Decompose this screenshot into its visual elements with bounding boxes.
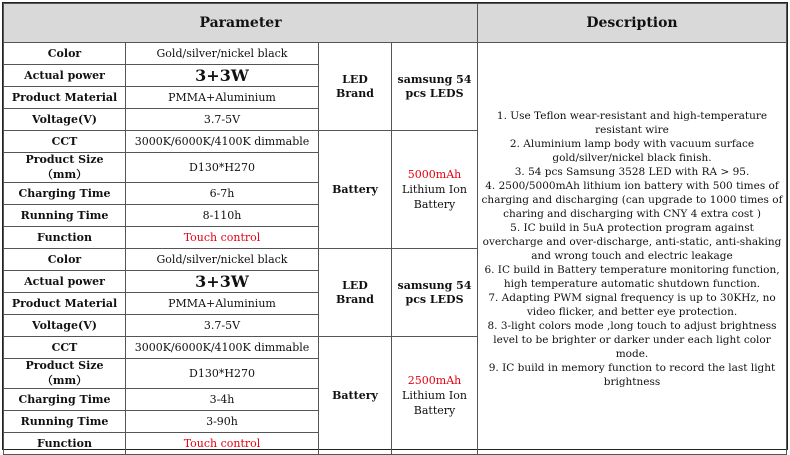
led-brand-label: LED Brand	[319, 43, 392, 131]
spec-table	[3, 3, 787, 455]
description-item: 7. Adapting PWM signal frequency is up to 30KHz, no video flicker, and better eye protection.	[488, 291, 776, 318]
battery-value	[392, 131, 478, 249]
description-item: 5. IC build in 5uA protection program against overcharge and over-discharge, anti-static, anti-shaking and wrong touch and electric leakage	[482, 221, 782, 262]
description-header: Description	[478, 4, 787, 43]
row-label: Charging Time	[4, 183, 126, 205]
row-value: D130*H270	[126, 359, 319, 389]
row-value: 3000K/6000K/4100K dimmable	[126, 131, 319, 153]
row-value: 6-7h	[126, 183, 319, 205]
row-value: 3000K/6000K/4100K dimmable	[126, 337, 319, 359]
row-label: CCT	[4, 131, 126, 153]
row-label: Product Size（mm）	[4, 359, 126, 389]
description-item: 6. IC build in Battery temperature monitoring function, high temperature automatic shutdown function.	[484, 263, 780, 290]
description-item: 4. 2500/5000mAh lithium ion battery with 500 times of charging and discharging (can upgrade to 1000 times of charing and discharging with CNY 4 extra cost )	[481, 179, 783, 220]
description-item: 9. IC build in memory function to record the last light brightness	[488, 361, 776, 388]
description-item: 2. Aluminium lamp body with vacuum surface gold/silver/nickel black finish.	[509, 137, 755, 164]
battery-value	[392, 337, 478, 455]
row-value: 8-110h	[126, 205, 319, 227]
row-label: Function	[4, 227, 126, 249]
parameter-header: Parameter	[4, 4, 478, 43]
row-value: 3.7-5V	[126, 109, 319, 131]
row-label: Voltage(V)	[4, 315, 126, 337]
row-value: Gold/silver/nickel black	[126, 43, 319, 65]
battery-label: Battery	[319, 131, 392, 249]
row-value: D130*H270	[126, 153, 319, 183]
row-label: Voltage(V)	[4, 109, 126, 131]
battery-type: Lithium Ion Battery	[402, 389, 467, 417]
description-item: 1. Use Teflon wear-resistant and high-temperature resistant wire	[496, 109, 768, 136]
row-value: 3-90h	[126, 411, 319, 433]
row-value: 3.7-5V	[126, 315, 319, 337]
row-label: Actual power	[4, 271, 126, 293]
row-label: Color	[4, 43, 126, 65]
row-label: Function	[4, 433, 126, 455]
row-value: 3-4h	[126, 389, 319, 411]
battery-label: Battery	[319, 337, 392, 455]
row-label: Product Material	[4, 293, 126, 315]
description-cell	[478, 43, 787, 455]
led-brand-value: samsung 54 pcs LEDS	[392, 43, 478, 131]
battery-capacity: 5000mAh	[407, 168, 462, 181]
battery-capacity: 2500mAh	[407, 374, 462, 387]
row-value: Touch control	[126, 433, 319, 455]
row-value: Gold/silver/nickel black	[126, 249, 319, 271]
row-value: Touch control	[126, 227, 319, 249]
description-item: 8. 3-light colors mode ,long touch to adjust brightness level to be brighter or darker under each light color mode.	[487, 319, 777, 360]
spec-sheet	[2, 2, 788, 450]
battery-type: Lithium Ion Battery	[402, 183, 467, 211]
row-label: Running Time	[4, 411, 126, 433]
row-value: 3+3W	[126, 65, 319, 87]
led-brand-value: samsung 54 pcs LEDS	[392, 249, 478, 337]
row-label: Product Material	[4, 87, 126, 109]
row-label: Product Size（mm）	[4, 153, 126, 183]
row-label: Running Time	[4, 205, 126, 227]
row-label: Charging Time	[4, 389, 126, 411]
row-label: Actual power	[4, 65, 126, 87]
row-value: PMMA+Aluminium	[126, 87, 319, 109]
table-row	[4, 43, 787, 65]
description-item: 3. 54 pcs Samsung 3528 LED with RA > 95.	[514, 165, 750, 178]
row-label: Color	[4, 249, 126, 271]
led-brand-label: LED Brand	[319, 249, 392, 337]
row-value: PMMA+Aluminium	[126, 293, 319, 315]
row-value: 3+3W	[126, 271, 319, 293]
row-label: CCT	[4, 337, 126, 359]
